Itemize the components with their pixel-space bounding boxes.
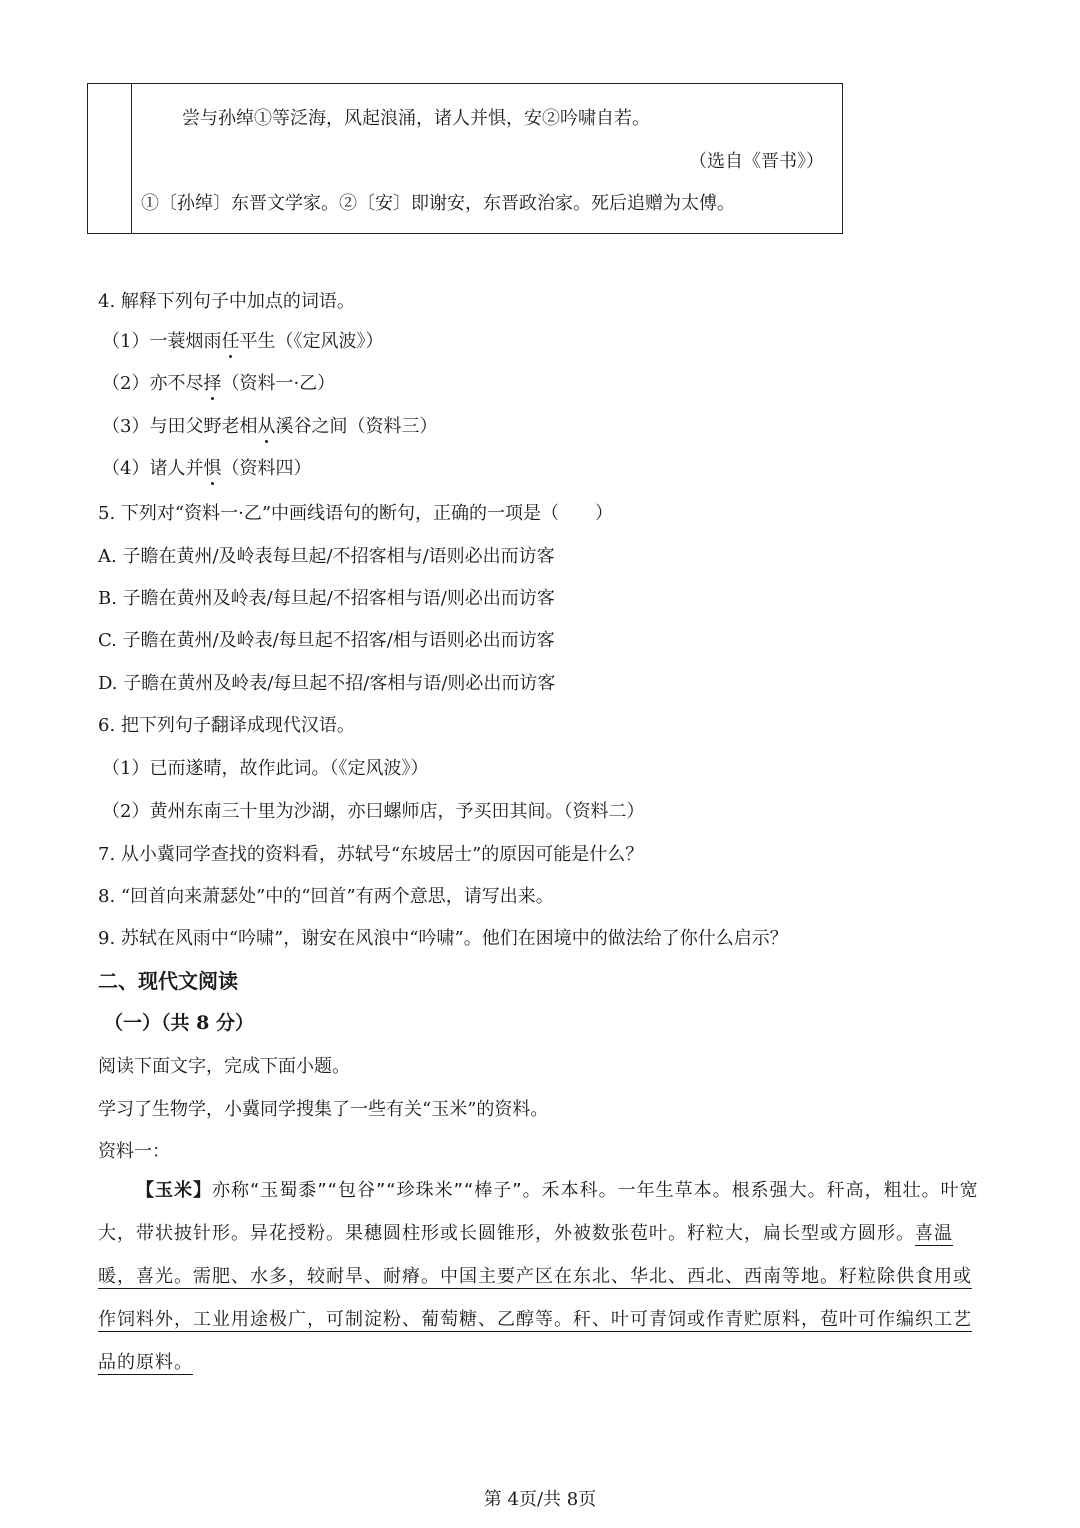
section-heading: 二、现代文阅读 <box>98 969 238 993</box>
question-4-item-4: （4）诸人并惧（资料四） <box>102 458 312 479</box>
footnote-marker-2: ② <box>542 108 560 129</box>
passage-source: （选自《晋书》） <box>689 151 824 172</box>
box-divider <box>131 84 132 233</box>
passage-notes: ①〔孙绰〕东晋文学家。②〔安〕即谢安，东晋政治家。死后追赠为太傅。 <box>141 193 735 214</box>
paragraph-text: 亦称“玉蜀黍”“包谷”“珍珠米”“棒子”。禾本科。一年生草本。根系强大。秆高，粗壮。叶宽大，带状披针形。异花授粉。果穗圆柱形或长圆锥形，外被数张苞叶。籽粒大，扁长型或方圆形。 <box>98 1180 979 1244</box>
question-5-option-b: B. 子瞻在黄州及岭表/每旦起/不招客相与语/则必出而访客 <box>98 588 555 609</box>
question-5-option-d: D. 子瞻在黄州及岭表/每旦起不招/客相与语/则必出而访客 <box>98 673 556 694</box>
dotted-word: 从 <box>257 416 276 437</box>
question-4-item-1: （1）一蓑烟雨任平生（《定风波》） <box>102 331 384 352</box>
reading-context: 学习了生物学，小冀同学搜集了一些有关“玉米”的资料。 <box>98 1099 549 1120</box>
question-5-option-a: A. 子瞻在黄州/及岭表每旦起/不招客相与/语则必出而访客 <box>98 546 555 567</box>
material-label: 资料一： <box>98 1141 170 1162</box>
question-5-option-c: C. 子瞻在黄州/及岭表/每旦起不招客/相与语则必出而访客 <box>98 630 555 651</box>
question-6-item-2: （2）黄州东南三十里为沙湖，亦曰螺师店，予买田其间。（资料二） <box>102 801 645 822</box>
dotted-word: 惧 <box>203 458 222 479</box>
footnote-marker-1: ① <box>254 108 272 129</box>
question-4-title: 4. 解释下列句子中加点的词语。 <box>98 291 355 312</box>
passage-line: 尝与孙绰①等泛海，风起浪涌，诸人并惧，安②吟啸自若。 <box>182 108 650 129</box>
question-4-item-2: （2）亦不尽择（资料一·乙） <box>102 373 336 394</box>
question-5-title: 5. 下列对“资料一·乙”中画线语句的断句，正确的一项是（ ） <box>98 503 614 524</box>
underlined-passage: 喜温暖，喜光。需肥、水多，较耐旱、耐瘠。中国主要产区在东北、华北、西北、西南等地。籽粒除供食用或作饲料外，工业用途极广，可制淀粉、葡萄糖、乙醇等。秆、叶可青饲或作青贮原料，苞叶可作编织工艺品的原料。 <box>98 1223 972 1373</box>
question-6-title: 6. 把下列句子翻译成现代汉语。 <box>98 715 355 736</box>
dotted-word: 择 <box>203 373 222 394</box>
reading-instruction: 阅读下面文字，完成下面小题。 <box>98 1056 350 1077</box>
question-7: 7. 从小冀同学查找的资料看，苏轼号“东坡居士”的原因可能是什么？ <box>98 844 644 865</box>
corn-definition-paragraph <box>98 1169 986 1384</box>
question-9: 9. 苏轼在风雨中“吟啸”，谢安在风浪中“吟啸”。他们在困境中的做法给了你什么启示？ <box>98 928 788 949</box>
dotted-word: 任 <box>221 331 240 352</box>
question-6-item-1: （1）已而遂晴，故作此词。（《定风波》） <box>102 758 429 779</box>
page-number: 第 4页/共 8页 <box>483 1489 597 1510</box>
subsection-heading: （一）（共 8 分） <box>104 1012 254 1034</box>
question-4-item-3: （3）与田父野老相从溪谷之间（资料三） <box>102 416 438 437</box>
question-8: 8. “回首向来萧瑟处”中的“回首”有两个意思，请写出来。 <box>98 886 554 907</box>
entry-term: 【玉米】 <box>136 1180 212 1201</box>
classical-passage-box <box>87 83 843 234</box>
